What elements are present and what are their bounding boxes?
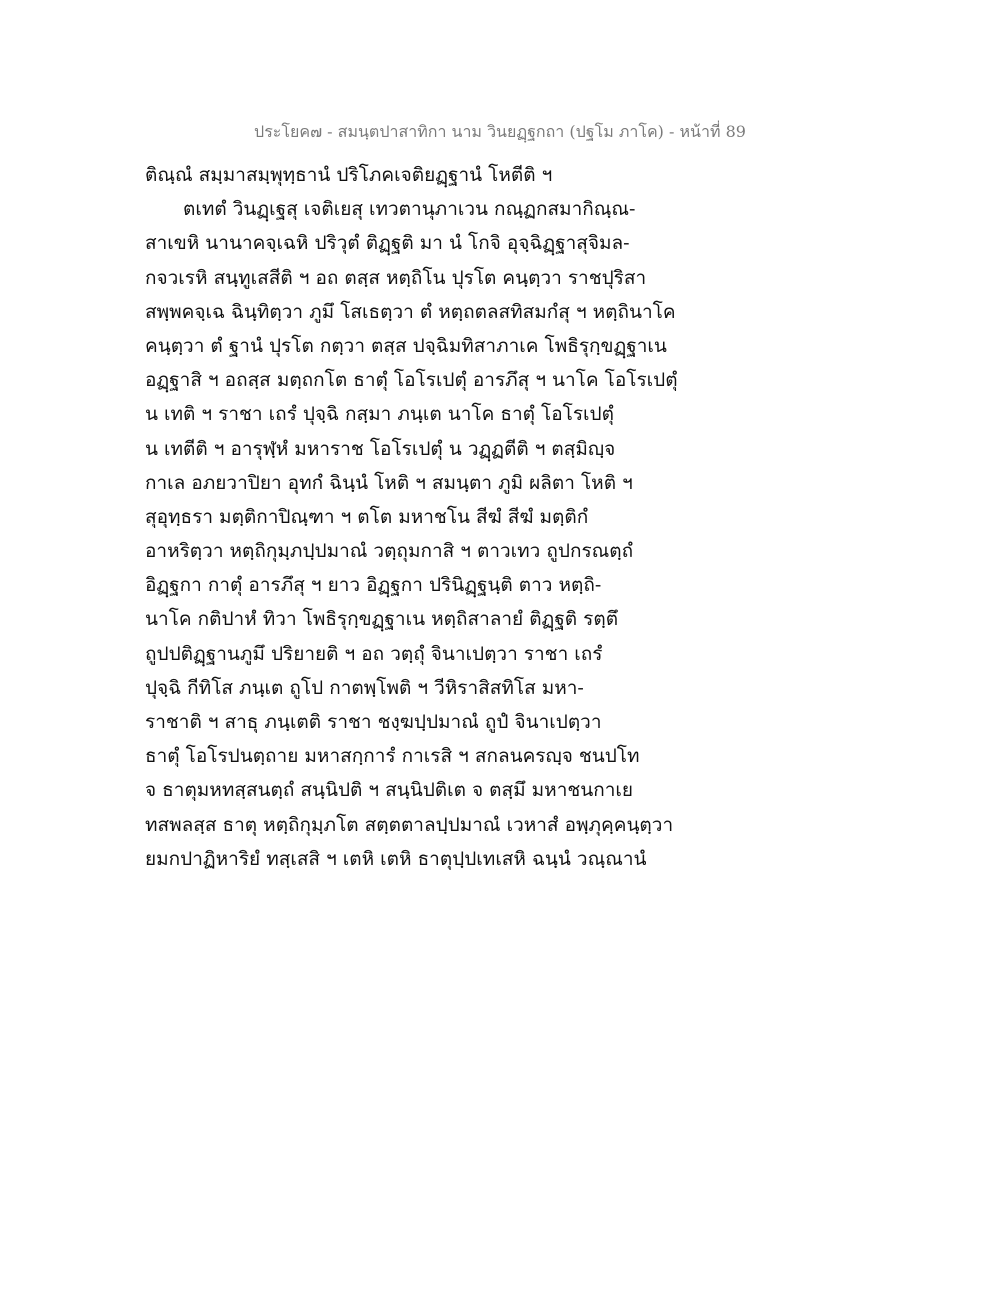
text-line: กจวเรหิ สนฺทูเสสีติ ฯ อถ ตสฺส หตฺถิโน ปุรโต คนฺตฺวา ราชปุริสา [145,266,647,289]
text-line: ทสพลสฺส ธาตุ หตฺถิกุมฺภโต สตฺตตาลปฺปมาณํ เวหาสํ อพฺภุคฺคนฺตฺวา [145,813,674,836]
text-line: อาหริตฺวา หตฺถิกุมฺภปฺปมาณํ วตฺถุมกาสิ ฯ ตาวเทว ถูปกรณตฺถํ [145,540,634,563]
text-line: ธาตุํ โอโรปนตฺถาย มหาสกฺการํ กาเรสิ ฯ สกลนครญฺจ ชนปโท [145,745,640,768]
text-line: จ ธาตุมหทสฺสนตฺถํ สนฺนิปติ ฯ สนฺนิปติเต จ ตสฺมึ มหาชนกาเย [145,779,634,802]
text-line: สพฺพคจฺเฉ ฉินฺทิตฺวา ภูมึ โสเธตฺวา ตํ หตฺถตลสทิสมกํสุ ฯ หตฺถินาโค [145,300,676,323]
text-line: คนฺตฺวา ตํ ฐานํ ปุรโต กตฺวา ตสฺส ปจฺฉิมทิสาภาเค โพธิรุกฺขฏฺฐาเน [145,334,667,357]
text-line: นาโค กติปาหํ ทิวา โพธิรุกฺขฏฺฐาเน หตฺถิสาลายํ ติฏฺฐติ รตฺตึ [145,608,619,631]
body-text [145,158,865,876]
text-line: กาเล อภยวาปิยา อุทกํ ฉินฺนํ โหติ ฯ สมนฺตา ภูมิ ผลิตา โหติ ฯ [145,471,633,494]
text-line: อฏฺฐาสิ ฯ อถสฺส มตฺถกโต ธาตุํ โอโรเปตุํ อารภึสุ ฯ นาโค โอโรเปตุํ [145,369,678,392]
running-header: ประโยค๗ - สมนฺตปาสาทิกา นาม วินยฏฺฐกถา (ปฐโม ภาโค) - หน้าที่ 89 [254,122,746,141]
text-line: อิฏฺฐกา กาตุํ อารภึสุ ฯ ยาว อิฏฺฐกา ปรินิฏฺฐนฺติ ตาว หตฺถิ- [145,574,602,597]
text-line: สุอุทฺธรา มตฺติกาปิณฺฑา ฯ ตโต มหาชโน สีฆํ สีฆํ มตฺติกํ [145,505,589,528]
text-line: ตเทตํ วินฏฺเฐสุ เจติเยสุ เทวตานุภาเวน กณฺฏกสมากิณฺณ- [183,198,636,221]
text-line: น เทตีติ ฯ อารุฬฺหํ มหาราช โอโรเปตุํ น วฏฺฏตีติ ฯ ตสฺมิญฺจ [145,437,616,460]
text-line: ถูปปติฏฺฐานภูมึ ปริยายติ ฯ อถ วตฺถุํ จินาเปตฺวา ราชา เถรํ [145,642,603,665]
text-line: น เทติ ฯ ราชา เถรํ ปุจฺฉิ กสฺมา ภนฺเต นาโค ธาตุํ โอโรเปตุํ [145,403,614,426]
text-line: ปุจฺฉิ กีทิโส ภนฺเต ถูโป กาตพฺโพติ ฯ วีหิราสิสทิโส มหา- [145,676,584,699]
text-line: ราชาติ ฯ สาธุ ภนฺเตติ ราชา ชงฺฆปฺปมาณํ ถูปํ จินาเปตฺวา [145,711,602,733]
text-line: ยมกปาฏิหาริยํ ทสฺเสสิ ฯ เตหิ เตหิ ธาตุปฺปเทเสหิ ฉนฺนํ วณฺณานํ [145,847,647,870]
text-line: ติณฺณํ สมฺมาสมฺพุทฺธานํ ปริโภคเจติยฏฺฐานํ โหตีติ ฯ [145,164,553,186]
text-line: สาเขหิ นานาคจฺเฉหิ ปริวุตํ ติฏฺฐติ มา นํ โกจิ อุจฺฉิฏฺฐาสุจิมล- [145,232,630,255]
